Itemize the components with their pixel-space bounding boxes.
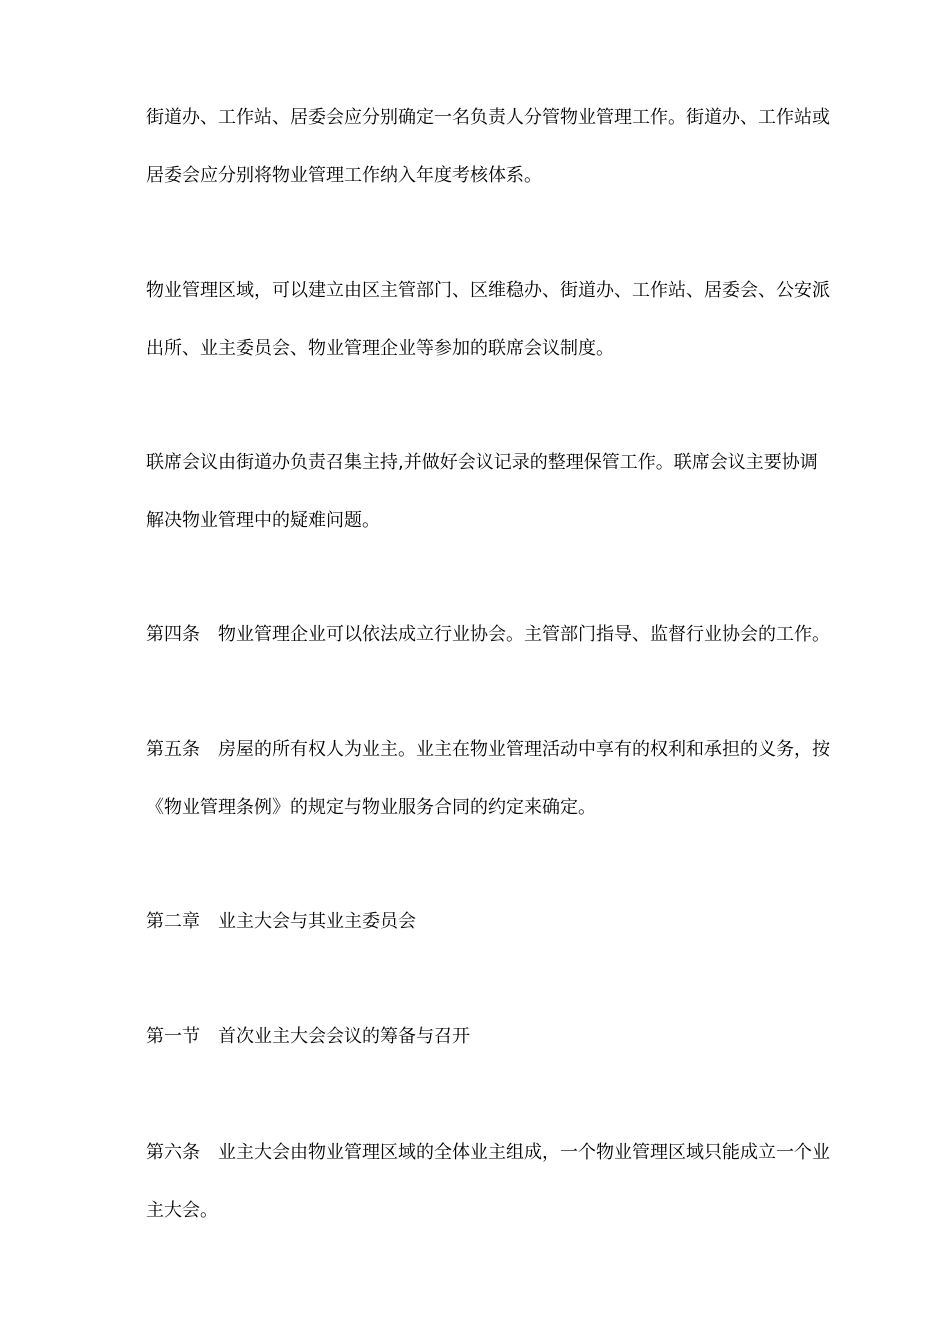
paragraph-line: 居委会应分别将物业管理工作纳入年度考核体系。 (146, 165, 542, 186)
article-4-line: 第四条 物业管理企业可以依法成立行业协会。主管部门指导、监督行业协会的工作。 (146, 624, 830, 645)
article-5-line: 第五条 房屋的所有权人为业主。业主在物业管理活动中享有的权利和承担的义务，按 (146, 739, 830, 760)
paragraph-line: 物业管理区域，可以建立由区主管部门、区维稳办、街道办、工作站、居委会、公安派 (146, 280, 830, 301)
paragraph-line: 联席会议由街道办负责召集主持,并做好会议记录的整理保管工作。联席会议主要协调 (146, 452, 818, 473)
article-6-line: 第六条 业主大会由物业管理区域的全体业主组成，一个物业管理区域只能成立一个业 (146, 1142, 830, 1163)
paragraph-line: 街道办、工作站、居委会应分别确定一名负责人分管物业管理工作。街道办、工作站或 (146, 107, 830, 128)
paragraph-line: 解决物业管理中的疑难问题。 (146, 510, 380, 531)
paragraph-line: 出所、业主委员会、物业管理企业等参加的联席会议制度。 (146, 338, 614, 359)
section-heading: 第一节 首次业主大会会议的筹备与召开 (146, 1026, 470, 1047)
paragraph-line: 《物业管理条例》的规定与物业服务合同的约定来确定。 (146, 797, 596, 818)
chapter-heading: 第二章 业主大会与其业主委员会 (146, 911, 416, 932)
paragraph-line: 主大会。 (146, 1200, 218, 1221)
